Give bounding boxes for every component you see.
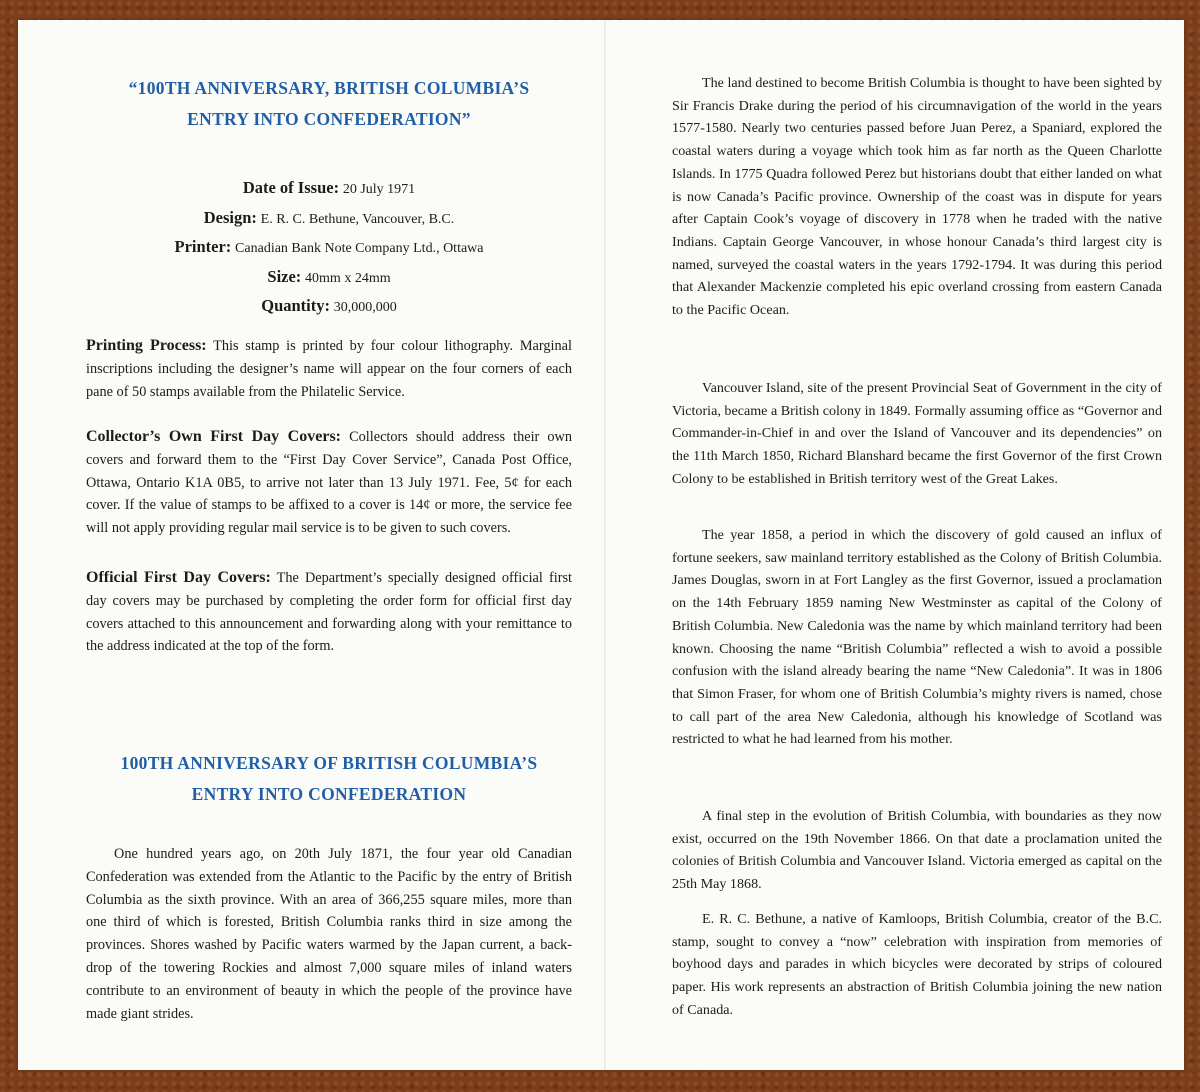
collectors-covers-text: Collectors should address their own covers and forward them to the “First Day Cover Service”, Canada Post Office, Ottawa, Ontario K1A 0B5, to arrive not later than 13 July 1971. Fee, 5¢ for each cover. If the value of stamps to be affixed to a cover is 14¢ or more, the service fee will not apply providing regular mail service is to be given to such covers.: [86, 429, 573, 537]
designer-paragraph: E. R. C. Bethune, a native of Kamloops, British Columbia, creator of the B.C. stamp, sought to convey a “now” celebration with inspiration from memories of boyhood days and parades in which bicycles were decorated by strips of coloured paper. His work represents an abstraction of British Columbia joining the new nation of Canada.: [672, 911, 1162, 1018]
stamp-title-line: “100TH ANNIVERSARY, BRITISH COLUMBIA’S: [128, 78, 530, 98]
announcement-sheet: [18, 20, 1184, 1070]
section-title-line: ENTRY INTO CONFEDERATION: [191, 784, 467, 804]
history-paragraph: A final step in the evolution of British Columbia, with boundaries as they now exist, occurred on the 19th November 1866. On that date a proclamation united the colonies of British Columbia and Vancouver Island. Victoria emerged as capital on the 25th May 1868.: [672, 808, 1162, 893]
collectors-covers-paragraph: [86, 426, 572, 540]
history-paragraph: The land destined to become British Columbia is thought to have been sighted by Sir Francis Drake during the period of his circumnavigation of the world in the years 1577-1580. Nearly two centuries passed before Juan Perez, a Spaniard, explored the coastal waters during a voyage which took him as far north as the Queen Charlotte Islands. In 1775 Quadra followed Perez but historians doubt that either landed on what is now Canada’s Pacific province. Ownership of the coast was in dispute for years after Captain Cook’s voyage of discovery in 1778 when he traded with the native Indians. Captain George Vancouver, in whose honour Canada’s third largest city is named, surveyed the coastal waters in the years 1792-1794. It was during this period that Alexander Mackenzie completed his epic overland crossing from eastern Canada to the Pacific Ocean.: [672, 75, 1162, 319]
printing-process-paragraph: [86, 335, 572, 403]
collectors-covers-heading: Collector’s Own First Day Covers:: [86, 428, 341, 445]
spec-size: Size: 40mm x 24mm: [267, 266, 391, 286]
history-paragraph: Vancouver Island, site of the present Provincial Seat of Government in the city of Victoria, became a British colony in 1849. Formally assuming office as “Governor and Commander-in-Chief in and over the Island of Vancouver and its dependencies” on the 11th March 1850, Richard Blanshard became the first Governor of the first Crown Colony to be established in British territory west of the Great Lakes.: [672, 380, 1162, 487]
printing-process-heading: Printing Process:: [86, 337, 207, 354]
spec-printer: Printer: Canadian Bank Note Company Ltd., Ottawa: [174, 237, 484, 256]
official-covers-text: The Department’s specially designed official first day covers may be purchased by completing the order form for official first day covers attached to this announcement and forwarding along with your remittance to the address indicated at the top of the form.: [86, 570, 572, 655]
history-paragraph: The year 1858, a period in which the discovery of gold caused an influx of fortune seekers, saw mainland territory established as the Colony of British Columbia. James Douglas, sworn in at Fort Langley as the first Governor, issued a proclamation on the 14th February 1859 naming New Westminster as capital of the Colony of British Columbia. New Caledonia was the name by which mainland territory had been known. Choosing the name “British Columbia” reflected a wish to avoid a possible confusion with the island already bearing the name “New Caledonia”. It was in 1806 that Simon Fraser, for whom one of British Columbia’s mighty rivers is named, chose to call part of the area New Caledonia, although his knowledge of Scotland was restricted to what he had learned from his mother.: [672, 527, 1162, 748]
section-title-line: 100TH ANNIVERSARY OF BRITISH COLUMBIA’S: [120, 753, 538, 773]
spec-date: Date of Issue: 20 July 1971: [242, 178, 416, 197]
stamp-specs: [86, 178, 572, 326]
printing-process-text: This stamp is printed by four colour lithography. Marginal inscriptions including the designer’s name will appear on the four corners of each pane of 50 stamps available from the Philatelic Service.: [86, 338, 572, 400]
page-fold: [604, 20, 606, 1070]
official-covers-heading: Official First Day Covers:: [86, 569, 271, 586]
official-covers-paragraph: [86, 567, 572, 658]
spec-quantity: Quantity: 30,000,000: [261, 296, 397, 315]
intro-paragraph: One hundred years ago, on 20th July 1871, the four year old Canadian Confederation was extended from the Atlantic to the Pacific by the entry of British Columbia as the sixth province. With an area of 366,255 square miles, more than one third of which is forested, British Columbia ranks third in size among the provinces. Shores washed by Pacific waters warmed by the Japan current, a back-drop of the towering Rockies and almost 7,000 square miles of inland waters contribute to an environment of beauty in which the people of the province have made giant strides.: [86, 846, 572, 1022]
stamp-title-line: ENTRY INTO CONFEDERATION”: [187, 109, 471, 129]
stamp-title: [86, 73, 572, 135]
spec-design: Design: E. R. C. Bethune, Vancouver, B.C.: [203, 207, 455, 227]
section-title: [86, 748, 572, 810]
